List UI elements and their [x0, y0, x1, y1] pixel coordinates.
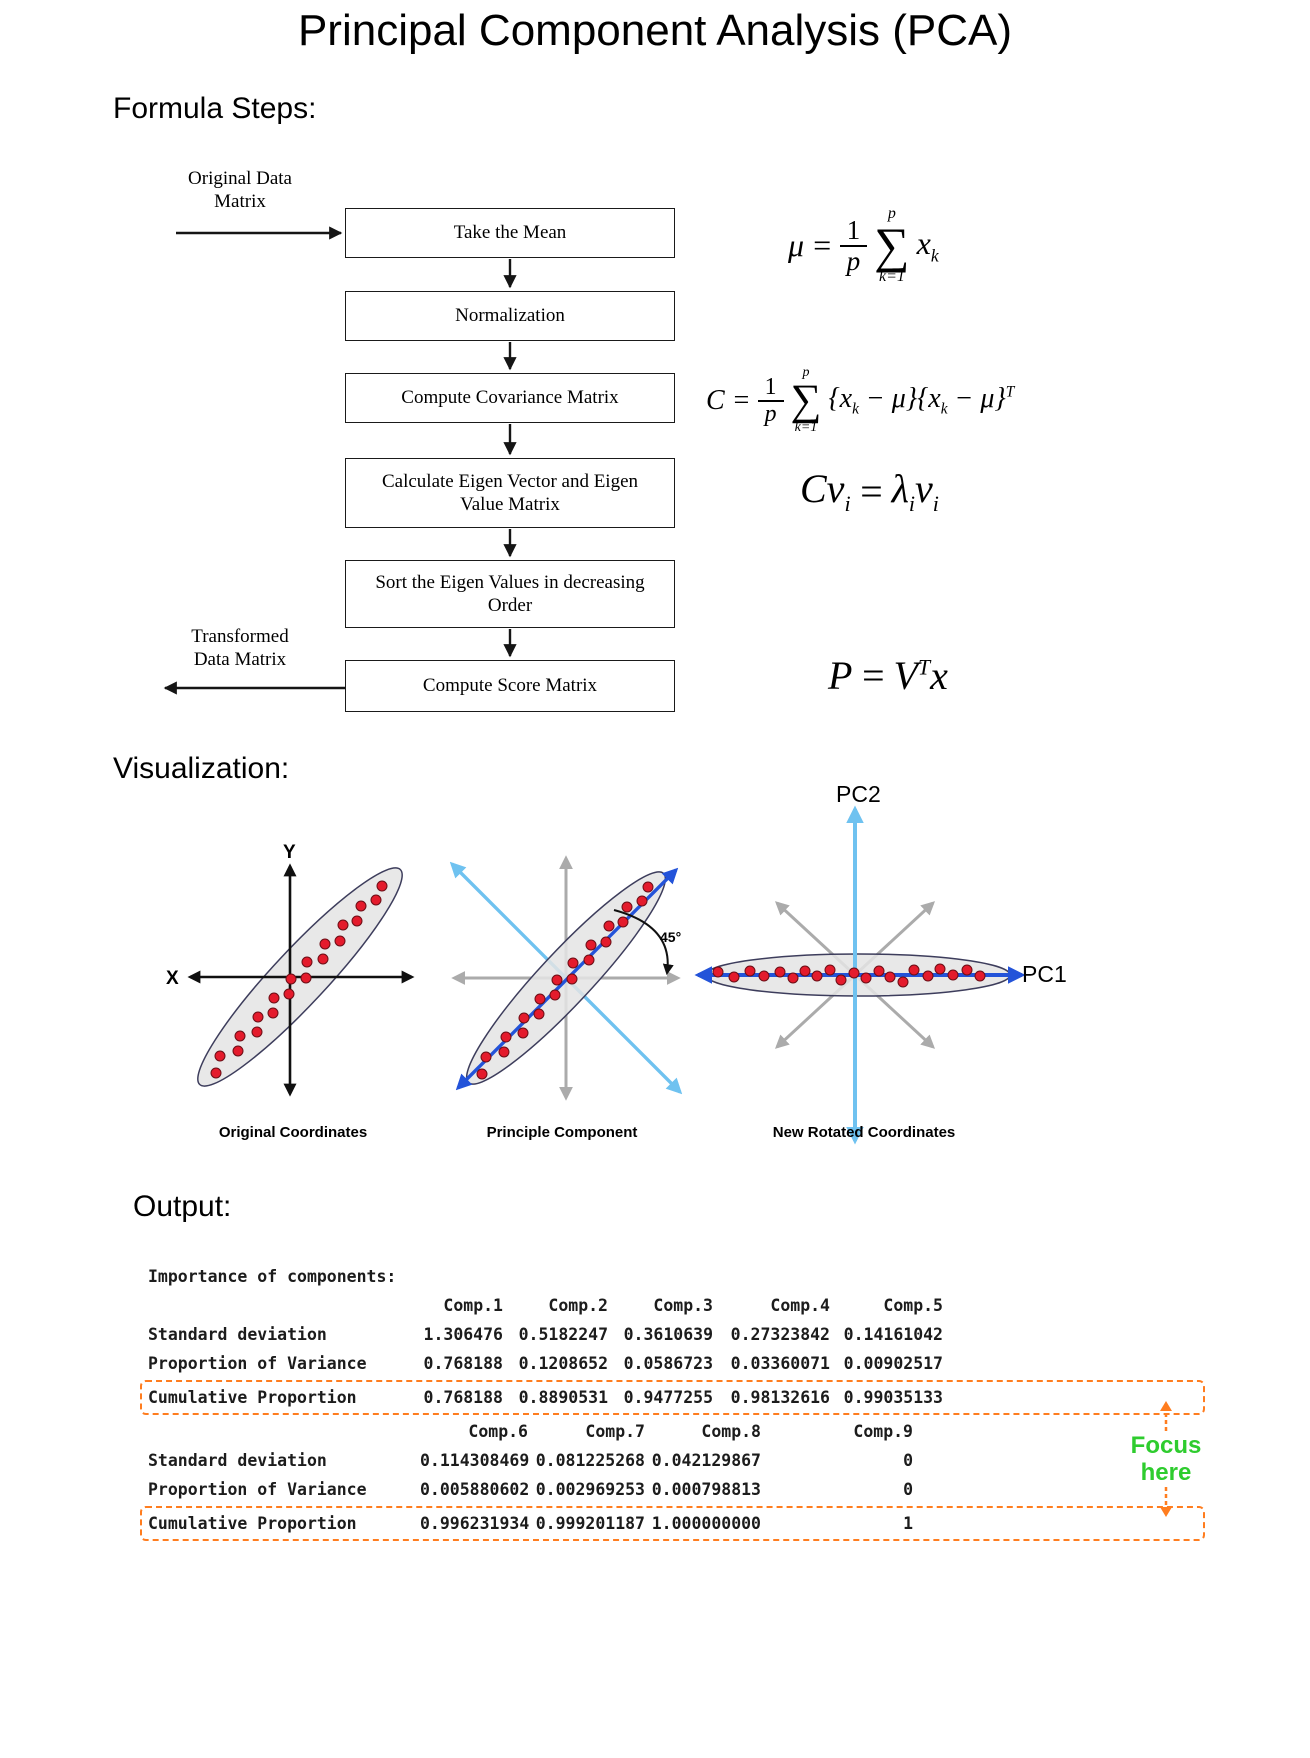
fraction-denominator: p: [758, 400, 784, 427]
console-cell-value: 0.3610639: [623, 1325, 713, 1344]
lhs-var: Cv: [800, 466, 845, 511]
data-point: [935, 964, 945, 974]
data-point: [861, 973, 871, 983]
console-cell-value: 0: [903, 1451, 913, 1470]
v-var: v: [915, 466, 933, 511]
formula-score: [828, 652, 948, 699]
formula-term: [917, 225, 939, 266]
formula-mean: [788, 206, 939, 285]
console-cell-value: 0.1208652: [518, 1354, 608, 1373]
data-point: [584, 955, 594, 965]
data-point: [302, 957, 312, 967]
term-var: x: [916, 224, 931, 261]
data-point: [301, 973, 311, 983]
data-point: [622, 902, 632, 912]
data-point: [643, 882, 653, 892]
console-cell-value: 0: [903, 1480, 913, 1499]
console-header-row: [140, 1291, 1205, 1320]
data-point: [586, 940, 596, 950]
formula-lhs: C: [706, 384, 725, 416]
data-point: [269, 993, 279, 1003]
flow-step-normalization: Normalization: [345, 291, 675, 341]
console-cell-value: 0.114308469: [420, 1451, 530, 1470]
term1-subscript: k: [852, 400, 859, 418]
console-column-header: Comp.8: [701, 1422, 761, 1441]
console-column-header: Comp.7: [585, 1422, 645, 1441]
console-cell-value: 1: [903, 1514, 913, 1533]
console-cell-value: 1.000000000: [651, 1514, 761, 1533]
data-point: [352, 916, 362, 926]
console-column-header: Comp.4: [770, 1296, 830, 1315]
angle-label: 45°: [660, 929, 682, 945]
fraction: [840, 216, 868, 275]
console-cell-value: 0.8890531: [518, 1388, 608, 1407]
formula-eigen: [800, 465, 939, 517]
v-subscript: i: [932, 491, 939, 516]
data-point: [729, 972, 739, 982]
page-title: Principal Component Analysis (PCA): [297, 6, 1013, 55]
data-point: [601, 937, 611, 947]
sum-upper-limit: p: [887, 205, 896, 222]
console-column-header: Comp.3: [653, 1296, 713, 1315]
fraction: [758, 375, 784, 427]
data-point: [874, 966, 884, 976]
data-point: [975, 971, 985, 981]
plot-original-coordinates: [150, 842, 440, 1114]
fraction-numerator: 1: [846, 214, 861, 245]
focus-annotation: [1118, 1400, 1214, 1518]
data-point: [552, 975, 562, 985]
data-point: [268, 1008, 278, 1018]
x-var: x: [930, 653, 948, 698]
flow-step-score-matrix: Compute Score Matrix: [345, 660, 675, 712]
sigma-symbol: ∑: [874, 218, 910, 273]
console-cell-value: 0.98132616: [730, 1388, 830, 1407]
data-point: [253, 1012, 263, 1022]
term2: {x: [917, 382, 941, 414]
fraction-denominator: p: [840, 245, 868, 276]
plot-principle-component: [438, 838, 706, 1116]
console-column-header: Comp.2: [548, 1296, 608, 1315]
sigma-symbol: ∑: [790, 376, 822, 424]
console-cell-value: 0.03360071: [730, 1354, 830, 1373]
flow-step-covariance: Compute Covariance Matrix: [345, 373, 675, 423]
equals-sign: =: [731, 384, 751, 416]
data-point: [962, 965, 972, 975]
data-point: [923, 971, 933, 981]
plot3-caption: New Rotated Coordinates: [772, 1124, 956, 1141]
data-point: [499, 1047, 509, 1057]
console-column-header: Comp.6: [468, 1422, 528, 1441]
console-column-header: Comp.9: [853, 1422, 913, 1441]
data-point: [481, 1052, 491, 1062]
console-title: Importance of components:: [148, 1267, 397, 1286]
data-point: [320, 939, 330, 949]
console-cell-value: 0.0586723: [623, 1354, 713, 1373]
plot1-caption: Original Coordinates: [218, 1124, 368, 1141]
flowchart-input-label: Original Data Matrix: [188, 168, 292, 212]
lambda-var: λ: [891, 466, 909, 511]
data-point: [604, 921, 614, 931]
data-point: [286, 974, 296, 984]
data-point: [233, 1046, 243, 1056]
console-row-highlighted: [140, 1506, 1205, 1541]
data-point: [637, 896, 647, 906]
console-cell-value: 1.306476: [423, 1325, 503, 1344]
console-empty-cell: [148, 1417, 420, 1446]
data-point: [335, 936, 345, 946]
flow-step-sort-eigen: Sort the Eigen Values in decreasing Order: [345, 560, 675, 628]
data-point: [550, 990, 560, 1000]
console-cell-value: 0.27323842: [730, 1325, 830, 1344]
section-heading-formula-steps: Formula Steps:: [113, 92, 317, 125]
data-point: [713, 967, 723, 977]
sum-upper-limit: p: [802, 365, 810, 380]
console-cell-value: 0.000798813: [651, 1480, 761, 1499]
summation: [791, 366, 822, 435]
data-point: [284, 989, 294, 999]
console-row: [140, 1475, 1205, 1504]
components-table-1: [140, 1291, 1205, 1415]
data-point: [477, 1069, 487, 1079]
console-row-label: Proportion of Variance: [148, 1354, 367, 1373]
console-cell-value: 0.9477255: [623, 1388, 713, 1407]
console-cell-value: 0.042129867: [651, 1451, 761, 1470]
data-point: [518, 1028, 528, 1038]
data-point: [252, 1027, 262, 1037]
term2-subscript: k: [940, 400, 948, 418]
data-point: [501, 1032, 511, 1042]
sum-lower-limit: k=1: [878, 268, 905, 286]
data-point: [836, 975, 846, 985]
console-row-label: Proportion of Variance: [148, 1480, 367, 1499]
data-point: [849, 968, 859, 978]
lambda-subscript: i: [908, 491, 916, 516]
console-row: [140, 1349, 1205, 1378]
data-point: [788, 973, 798, 983]
flowchart-output-label: Transformed Data Matrix: [191, 626, 289, 670]
transpose-superscript: T: [1005, 383, 1015, 401]
data-point: [568, 958, 578, 968]
formula-covariance: [706, 366, 1014, 435]
plot-new-rotated-coordinates: [690, 793, 1060, 1157]
term-subscript: k: [930, 245, 939, 266]
console-row-label: Standard deviation: [148, 1451, 327, 1470]
focus-label-line1: Focus: [1130, 1432, 1202, 1459]
console-row-highlighted: [140, 1380, 1205, 1415]
section-heading-visualization: Visualization:: [113, 752, 290, 785]
flow-step-eigen: Calculate Eigen Vector and Eigen Value Matrix: [345, 458, 675, 528]
data-point: [535, 994, 545, 1004]
console-cell-value: 0.14161042: [843, 1325, 943, 1344]
console-cell-value: 0.081225268: [535, 1451, 645, 1470]
equals-sign: =: [811, 227, 833, 264]
data-point: [898, 977, 908, 987]
data-point: [318, 954, 328, 964]
data-point: [948, 970, 958, 980]
console-cell-value: 0.99035133: [843, 1388, 943, 1407]
data-point: [567, 974, 577, 984]
data-point: [377, 881, 387, 891]
equals-sign: =: [859, 653, 887, 698]
formula-lhs: P: [828, 653, 853, 698]
y-axis-label: Y: [283, 842, 296, 863]
section-heading-output: Output:: [133, 1190, 232, 1223]
transpose-superscript: T: [917, 654, 931, 680]
focus-label-line2: here: [1140, 1459, 1192, 1486]
pc1-axis-label: PC1: [1022, 961, 1067, 987]
console-output: [140, 1262, 1205, 1543]
console-cell-value: 0.999201187: [535, 1514, 645, 1533]
term2-end: − μ}: [947, 382, 1006, 414]
console-cell-value: 0.768188: [423, 1388, 503, 1407]
console-cell-value: 0.5182247: [518, 1325, 608, 1344]
focus-label: [1131, 1432, 1202, 1486]
arrow-down-icon: [1155, 1486, 1177, 1518]
console-cell-value: 0.768188: [423, 1354, 503, 1373]
data-point: [909, 965, 919, 975]
data-point: [775, 967, 785, 977]
console-row-label: Cumulative Proportion: [148, 1514, 357, 1533]
components-table-2: [140, 1417, 1205, 1541]
data-point: [371, 895, 381, 905]
data-point: [519, 1013, 529, 1023]
data-point: [235, 1031, 245, 1041]
formula-lhs: μ: [788, 227, 805, 264]
data-point: [759, 971, 769, 981]
data-point: [338, 920, 348, 930]
sum-lower-limit: k=1: [794, 420, 818, 436]
console-row: [140, 1320, 1205, 1349]
console-cell-value: 0.002969253: [535, 1480, 645, 1499]
data-point: [211, 1068, 221, 1078]
data-point: [885, 972, 895, 982]
equals-sign: =: [857, 468, 885, 514]
flow-step-take-mean: Take the Mean: [345, 208, 675, 258]
data-point: [534, 1009, 544, 1019]
summation: [874, 206, 909, 285]
data-point: [745, 966, 755, 976]
console-row-label: Cumulative Proportion: [148, 1388, 357, 1407]
console-cell-value: 0.996231934: [420, 1514, 530, 1533]
console-row-label: Standard deviation: [148, 1325, 327, 1344]
console-header-row: [140, 1417, 1205, 1446]
x-axis-label: X: [166, 968, 179, 989]
formula-lhs: [800, 465, 851, 517]
pc2-axis-label: PC2: [836, 781, 881, 807]
formula-rhs: [892, 465, 939, 517]
data-point: [618, 917, 628, 927]
lhs-subscript: i: [844, 491, 851, 516]
console-cell-value: 0.00902517: [843, 1354, 943, 1373]
data-point: [356, 901, 366, 911]
console-empty-cell: [148, 1291, 420, 1320]
term1-end: − μ}: [858, 382, 918, 414]
plot2-caption: Principle Component: [486, 1124, 638, 1141]
v-matrix: V: [893, 653, 918, 698]
data-point: [800, 966, 810, 976]
console-row: [140, 1446, 1205, 1475]
data-point: [215, 1051, 225, 1061]
formula-rhs: [893, 652, 947, 699]
arrow-up-icon: [1155, 1400, 1177, 1432]
term1: {x: [828, 382, 853, 414]
console-column-header: Comp.1: [443, 1296, 503, 1315]
formula-terms: [828, 383, 1014, 419]
data-point: [812, 971, 822, 981]
console-cell-value: 0.005880602: [420, 1480, 530, 1499]
console-column-header: Comp.5: [883, 1296, 943, 1315]
fraction-numerator: 1: [764, 373, 777, 400]
data-point: [825, 965, 835, 975]
